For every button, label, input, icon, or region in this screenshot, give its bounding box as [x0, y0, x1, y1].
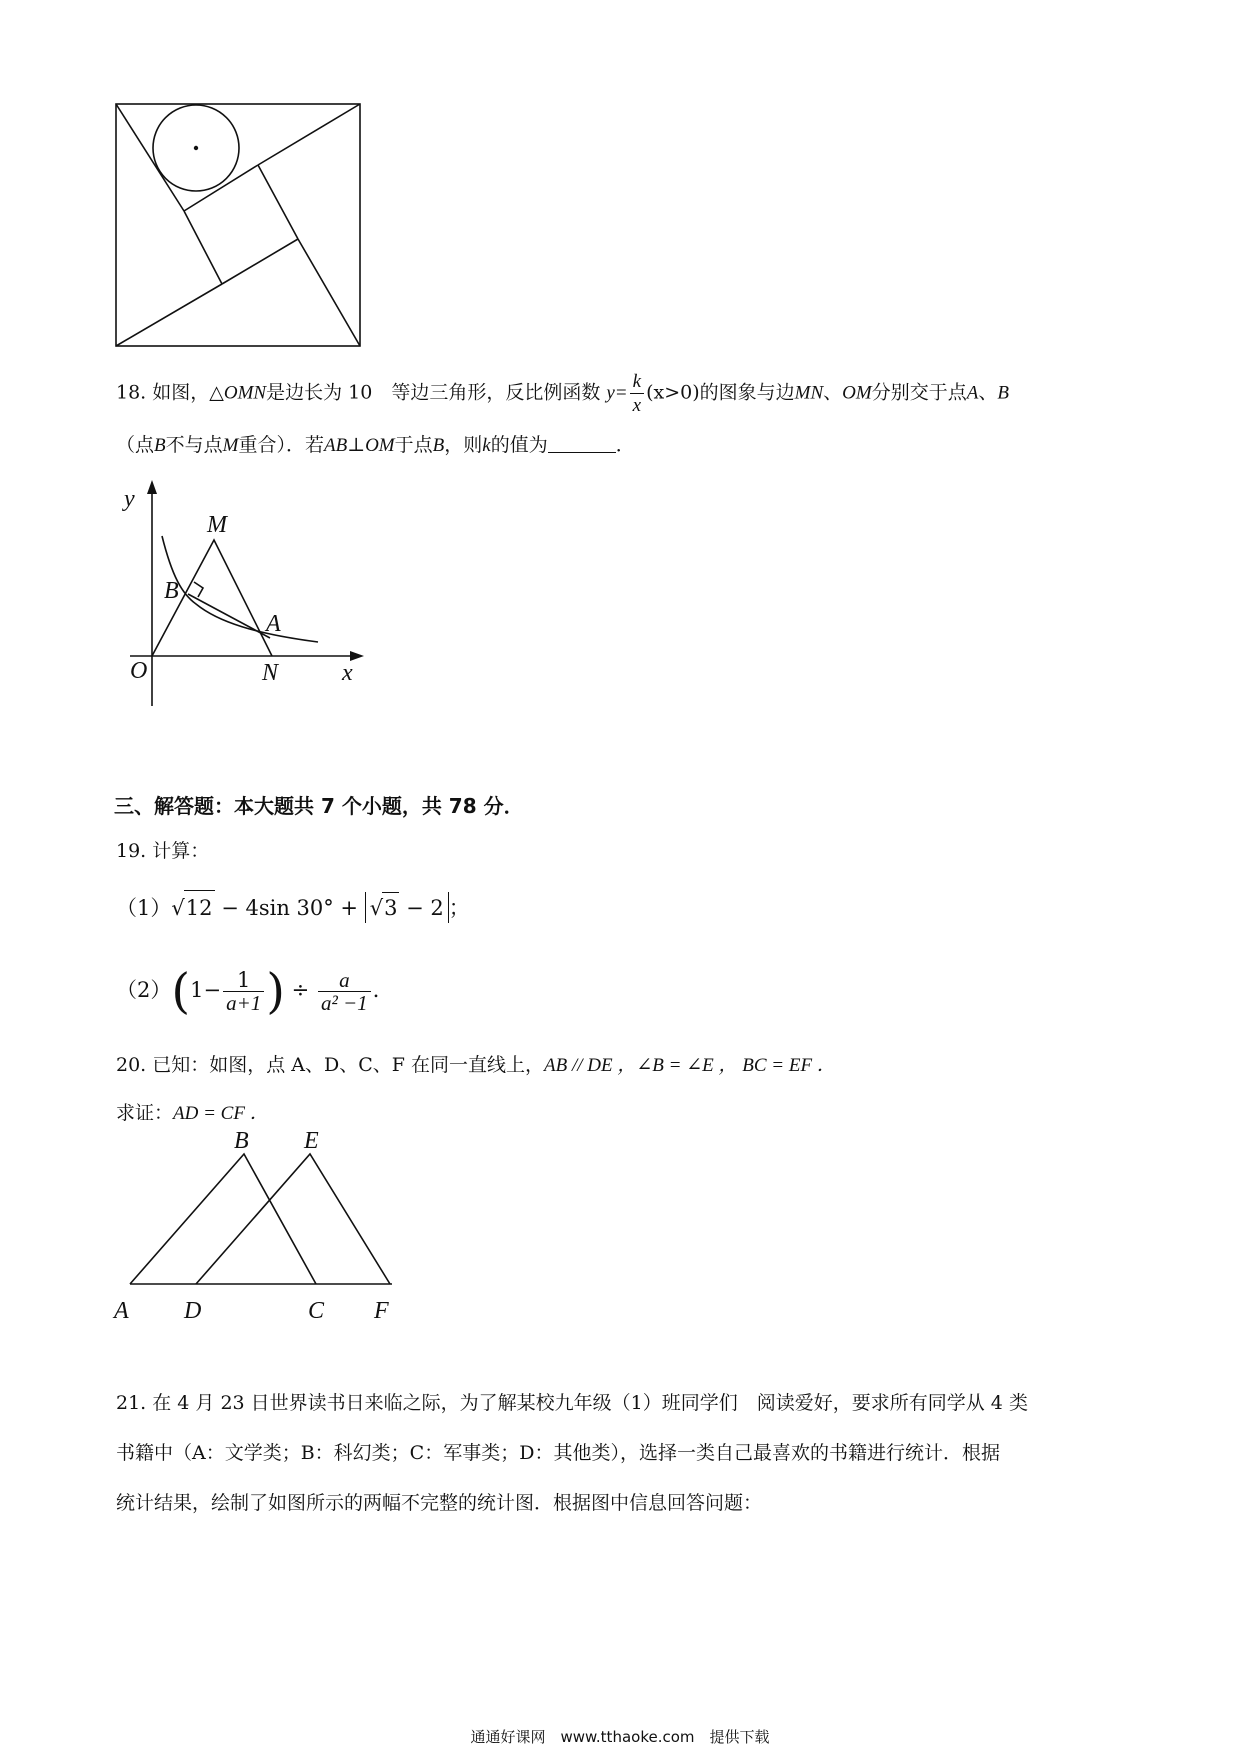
circle-center-dot [194, 146, 198, 150]
label-x: x [342, 660, 353, 686]
diag-line-1 [116, 104, 184, 211]
label-e: E [304, 1128, 319, 1154]
figure-20-triangles [108, 1128, 408, 1328]
figure-17-square-circle [112, 100, 372, 352]
frac-1-over-a-plus-1: $\frac{1}{a+1}$ [223, 969, 264, 1014]
q21-line-1: 21. 在 4 月 23 日世界读书日来临之际，为了解某校九年级（1）班同学们 阅读爱好，要求所有同学从 4 类 [116, 1392, 1028, 1414]
label-b: B [234, 1128, 249, 1154]
figure-18-coordinate-plot [110, 476, 370, 712]
label-c: C [308, 1298, 325, 1324]
label-y: y [124, 486, 135, 512]
label-b: B [164, 578, 179, 604]
label-d: D [184, 1298, 202, 1324]
section-3-heading: 三、解答题：本大题共 7 个小题，共 78 分． [114, 794, 524, 818]
diag-line-2 [258, 104, 360, 165]
label-a: A [266, 611, 281, 637]
label-a: A [114, 1298, 129, 1324]
segment-ab [188, 594, 270, 638]
right-angle-mark [194, 582, 203, 597]
answer-blank [548, 434, 616, 453]
label-o: O [130, 658, 148, 684]
absolute-value: √3 − 2 [365, 892, 449, 923]
q20-line-2: 求证：AD = CF ． [116, 1102, 269, 1124]
hyperbola-curve [162, 536, 318, 642]
k-over-x-fraction: $\frac{k}{x}$ [630, 370, 644, 417]
label-m: M [207, 512, 227, 538]
q18-line-1: 18. 如图，△OMN是边长为 10 等边三角形，反比例函数 y= $\frac{k}{x}$ (x>0)的图象与边MN、OM分别交于点A、B [116, 371, 1009, 416]
diag-line-3 [298, 239, 360, 346]
q19-part-1: （1）√12 − 4sin 30° + √3 − 2 ； [116, 890, 470, 925]
page-footer: 通通好课网 www.tthaoke.com 提供下载 [470, 1728, 770, 1746]
q19-title: 19. 计算： [116, 840, 210, 862]
triangle-abc [130, 1154, 316, 1284]
label-n: N [262, 660, 279, 686]
q18-line-2: （点B不与点M重合）．若AB⊥OM于点B，则k的值为 ． [116, 434, 635, 456]
q20-line-1: 20. 已知：如图，点 A、D、C、F 在同一直线上，AB // DE ，∠B = ∠E ， BC = EF ． [116, 1054, 836, 1076]
frac-a-over-a2-minus-1: $\frac{a}{\text{a² −1}}$ [318, 969, 371, 1014]
q19-part-2: （2）(1− $\frac{1}{a+1}$ ) ÷ $\frac{a}{\text{a² −1}}$ ． [116, 963, 394, 1020]
triangle-def [196, 1154, 390, 1284]
label-f: F [374, 1298, 389, 1324]
q21-line-2: 书籍中（A：文学类；B：科幻类；C：军事类；D：其他类），选择一类自己最喜欢的书籍进行统计．根据 [116, 1442, 1000, 1464]
diag-line-4 [116, 284, 222, 346]
q21-line-3: 统计结果，绘制了如图所示的两幅不完整的统计图．根据图中信息回答问题： [116, 1492, 763, 1514]
